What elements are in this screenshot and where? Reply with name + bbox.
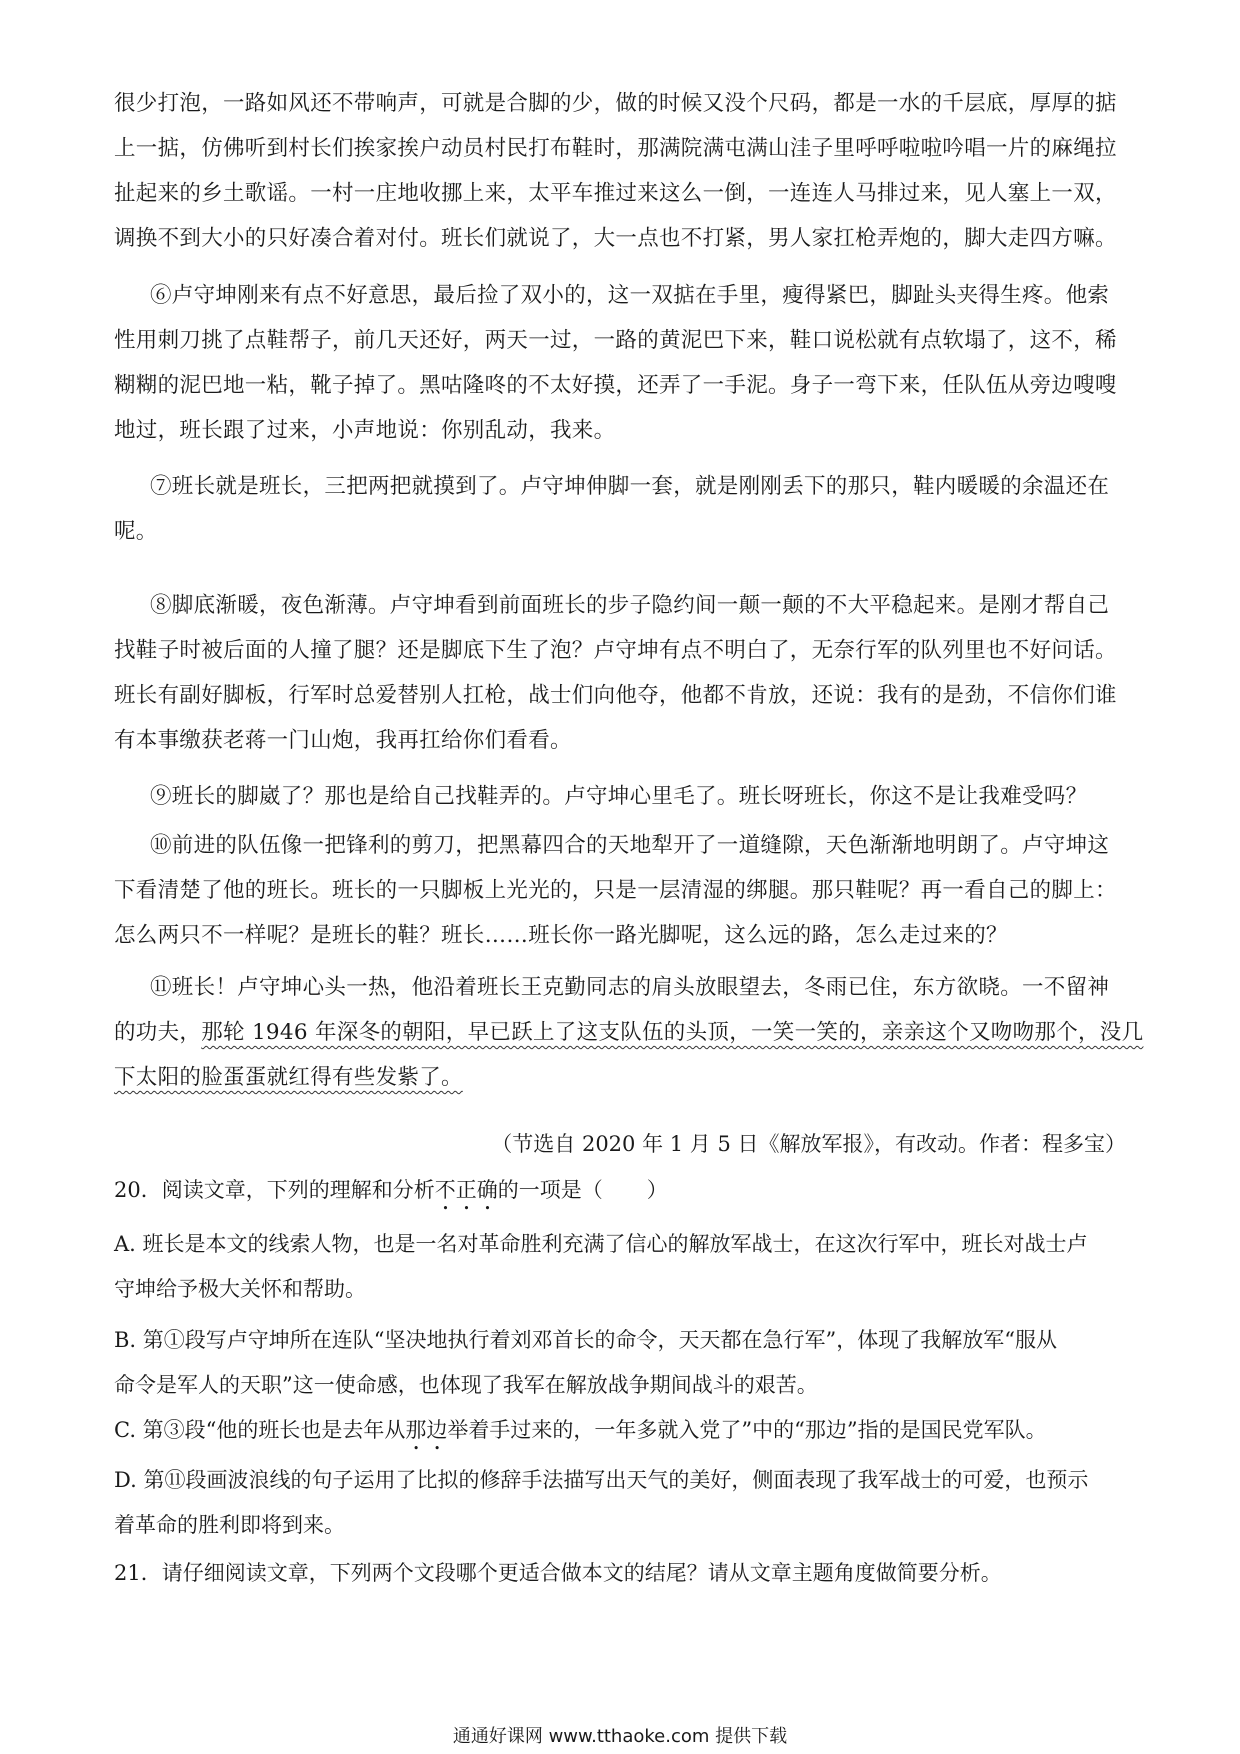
text-line: 着革命的胜利即将到来。: [114, 1513, 345, 1537]
text-line: 扯起来的乡土歌谣。一村一庄地收挪上来，太平车推过来这么一倒，一连连人马排过来，见人塞上一双，: [114, 181, 1117, 206]
emphasized-text: 那边: [405, 1418, 448, 1442]
wavy-underlined-sentence: 那轮 1946 年深冬的朝阳，早已跃上了这支队伍的头顶，一笑一笑的，亲亲这个又吻吻那个，没几: [201, 1020, 1144, 1045]
emphasized-text: 不正确: [434, 1178, 498, 1202]
option-d: [114, 1458, 1126, 1548]
text-line: B. 第①段写卢守坤所在连队“坚决地执行着刘邓首长的命令，天天都在急行军”，体现了我解放军“服从: [114, 1328, 1057, 1352]
wavy-underlined-sentence: 下太阳的脸蛋蛋就红得有些发紫了。: [114, 1065, 463, 1090]
text-line: C. 第③段“他的班长也是去年从: [114, 1418, 406, 1442]
paragraph-6: [114, 273, 1126, 453]
text-line: ⑩前进的队伍像一把锋利的剪刀，把黑幕四合的天地犁开了一道缝隙，天色渐渐地明朗了。卢守坤这: [150, 833, 1110, 858]
text-line: [114, 1010, 1144, 1055]
text-line: 举着手过来的，一年多就入党了”中的“那边”指的是国民党军队。: [447, 1418, 1047, 1442]
text-line: ⑦班长就是班长，三把两把就摸到了。卢守坤伸脚一套，就是刚刚丢下的那只，鞋内暖暖的余温还在: [150, 474, 1110, 499]
text-line: 找鞋子时被后面的人撞了腿？还是脚底下生了泡？卢守坤有点不明白了，无奈行军的队列里也不好问话。: [114, 638, 1117, 663]
text-line: 地过，班长跟了过来，小声地说：你别乱动，我来。: [114, 418, 616, 443]
paragraph-continued: [114, 81, 1126, 261]
text-line: 很少打泡，一路如风还不带响声，可就是合脚的少，做的时候又没个尺码，都是一水的千层底，厚厚的掂: [114, 91, 1117, 116]
plain-text: 的功夫，: [114, 1020, 202, 1045]
text-line: ⑧脚底渐暖，夜色渐薄。卢守坤看到前面班长的步子隐约间一颠一颠的不大平稳起来。是刚才帮自己: [150, 593, 1110, 618]
text-line: 糊糊的泥巴地一粘，靴子掉了。黑咕隆咚的不太好摸，还弄了一手泥。身子一弯下来，任队伍从旁边嗖嗖: [114, 373, 1117, 398]
text-line: 调换不到大小的只好凑合着对付。班长们就说了，大一点也不打紧，男人家扛枪弄炮的，脚大走四方嘛。: [114, 226, 1117, 251]
stem-text: 20．阅读文章，下列的理解和分析: [114, 1178, 435, 1202]
text-line: 有本事缴获老蒋一门山炮，我再扛给你们看看。: [114, 728, 572, 753]
text-line: 命令是军人的天职”这一使命感，也体现了我军在解放战争期间战斗的艰苦。: [114, 1373, 818, 1397]
source-citation: （节选自 2020 年 1 月 5 日《解放军报》，有改动。作者：程多宝）: [491, 1132, 1126, 1156]
paragraph-8: [114, 583, 1126, 763]
option-c: [114, 1408, 1126, 1455]
text-line: ⑨班长的脚崴了？那也是给自己找鞋弄的。卢守坤心里毛了。班长呀班长，你这不是让我难受吗？: [150, 784, 1088, 809]
stem-text: 的一项是（: [497, 1178, 603, 1202]
text-line: 上一掂，仿佛听到村长们挨家挨户动员村民打布鞋时，那满院满屯满山洼子里呼呼啦啦吟唱一片的麻绳拉: [114, 136, 1117, 161]
text-line: 呢。: [114, 519, 158, 544]
paragraph-10: [114, 823, 1126, 958]
question-21-stem: 21．请仔细阅读文章，下列两个文段哪个更适合做本文的结尾？请从文章主题角度做简要分析。: [114, 1561, 1002, 1585]
text-line: ⑥卢守坤刚来有点不好意思，最后捡了双小的，这一双掂在手里，瘦得紧巴，脚趾头夹得生疼。他索: [150, 283, 1110, 308]
text-line: 班长有副好脚板，行军时总爱替别人扛枪，战士们向他夺，他都不肯放，还说：我有的是劲，不信你们谁: [114, 683, 1117, 708]
text-line: 性用刺刀挑了点鞋帮子，前几天还好，两天一过，一路的黄泥巴下来，鞋口说松就有点软塌了，这不，稀: [114, 328, 1117, 353]
paragraph-9: [114, 774, 1126, 819]
stem-text: ）: [646, 1178, 668, 1202]
text-line: 怎么两只不一样呢？是班长的鞋？班长……班长你一路光脚呢，这么远的路，怎么走过来的？: [114, 923, 1008, 948]
text-line: A. 班长是本文的线索人物，也是一名对革命胜利充满了信心的解放军战士，在这次行军中，班长对战士卢: [114, 1232, 1088, 1256]
text-line: 守坤给予极大关怀和帮助。: [114, 1277, 366, 1301]
text-line: D. 第⑪段画波浪线的句子运用了比拟的修辞手法描写出天气的美好，侧面表现了我军战士的可爱，也预示: [114, 1468, 1089, 1492]
paragraph-11: [114, 965, 1144, 1100]
text-line: [114, 1055, 1126, 1100]
question-20-stem: [114, 1168, 1126, 1215]
option-b: [114, 1318, 1126, 1408]
option-a: [114, 1222, 1126, 1312]
text-line: ⑪班长！卢守坤心头一热，他沿着班长王克勤同志的肩头放眼望去，冬雨已住，东方欲晓。一不留神: [150, 975, 1110, 1000]
footer-watermark: 通通好课网 www.tthaoke.com 提供下载: [452, 1726, 788, 1747]
text-line: 下看清楚了他的班长。班长的一只脚板上光光的，只是一层清湿的绑腿。那只鞋呢？再一看自己的脚上：: [114, 878, 1117, 903]
paragraph-7: [114, 464, 1126, 554]
